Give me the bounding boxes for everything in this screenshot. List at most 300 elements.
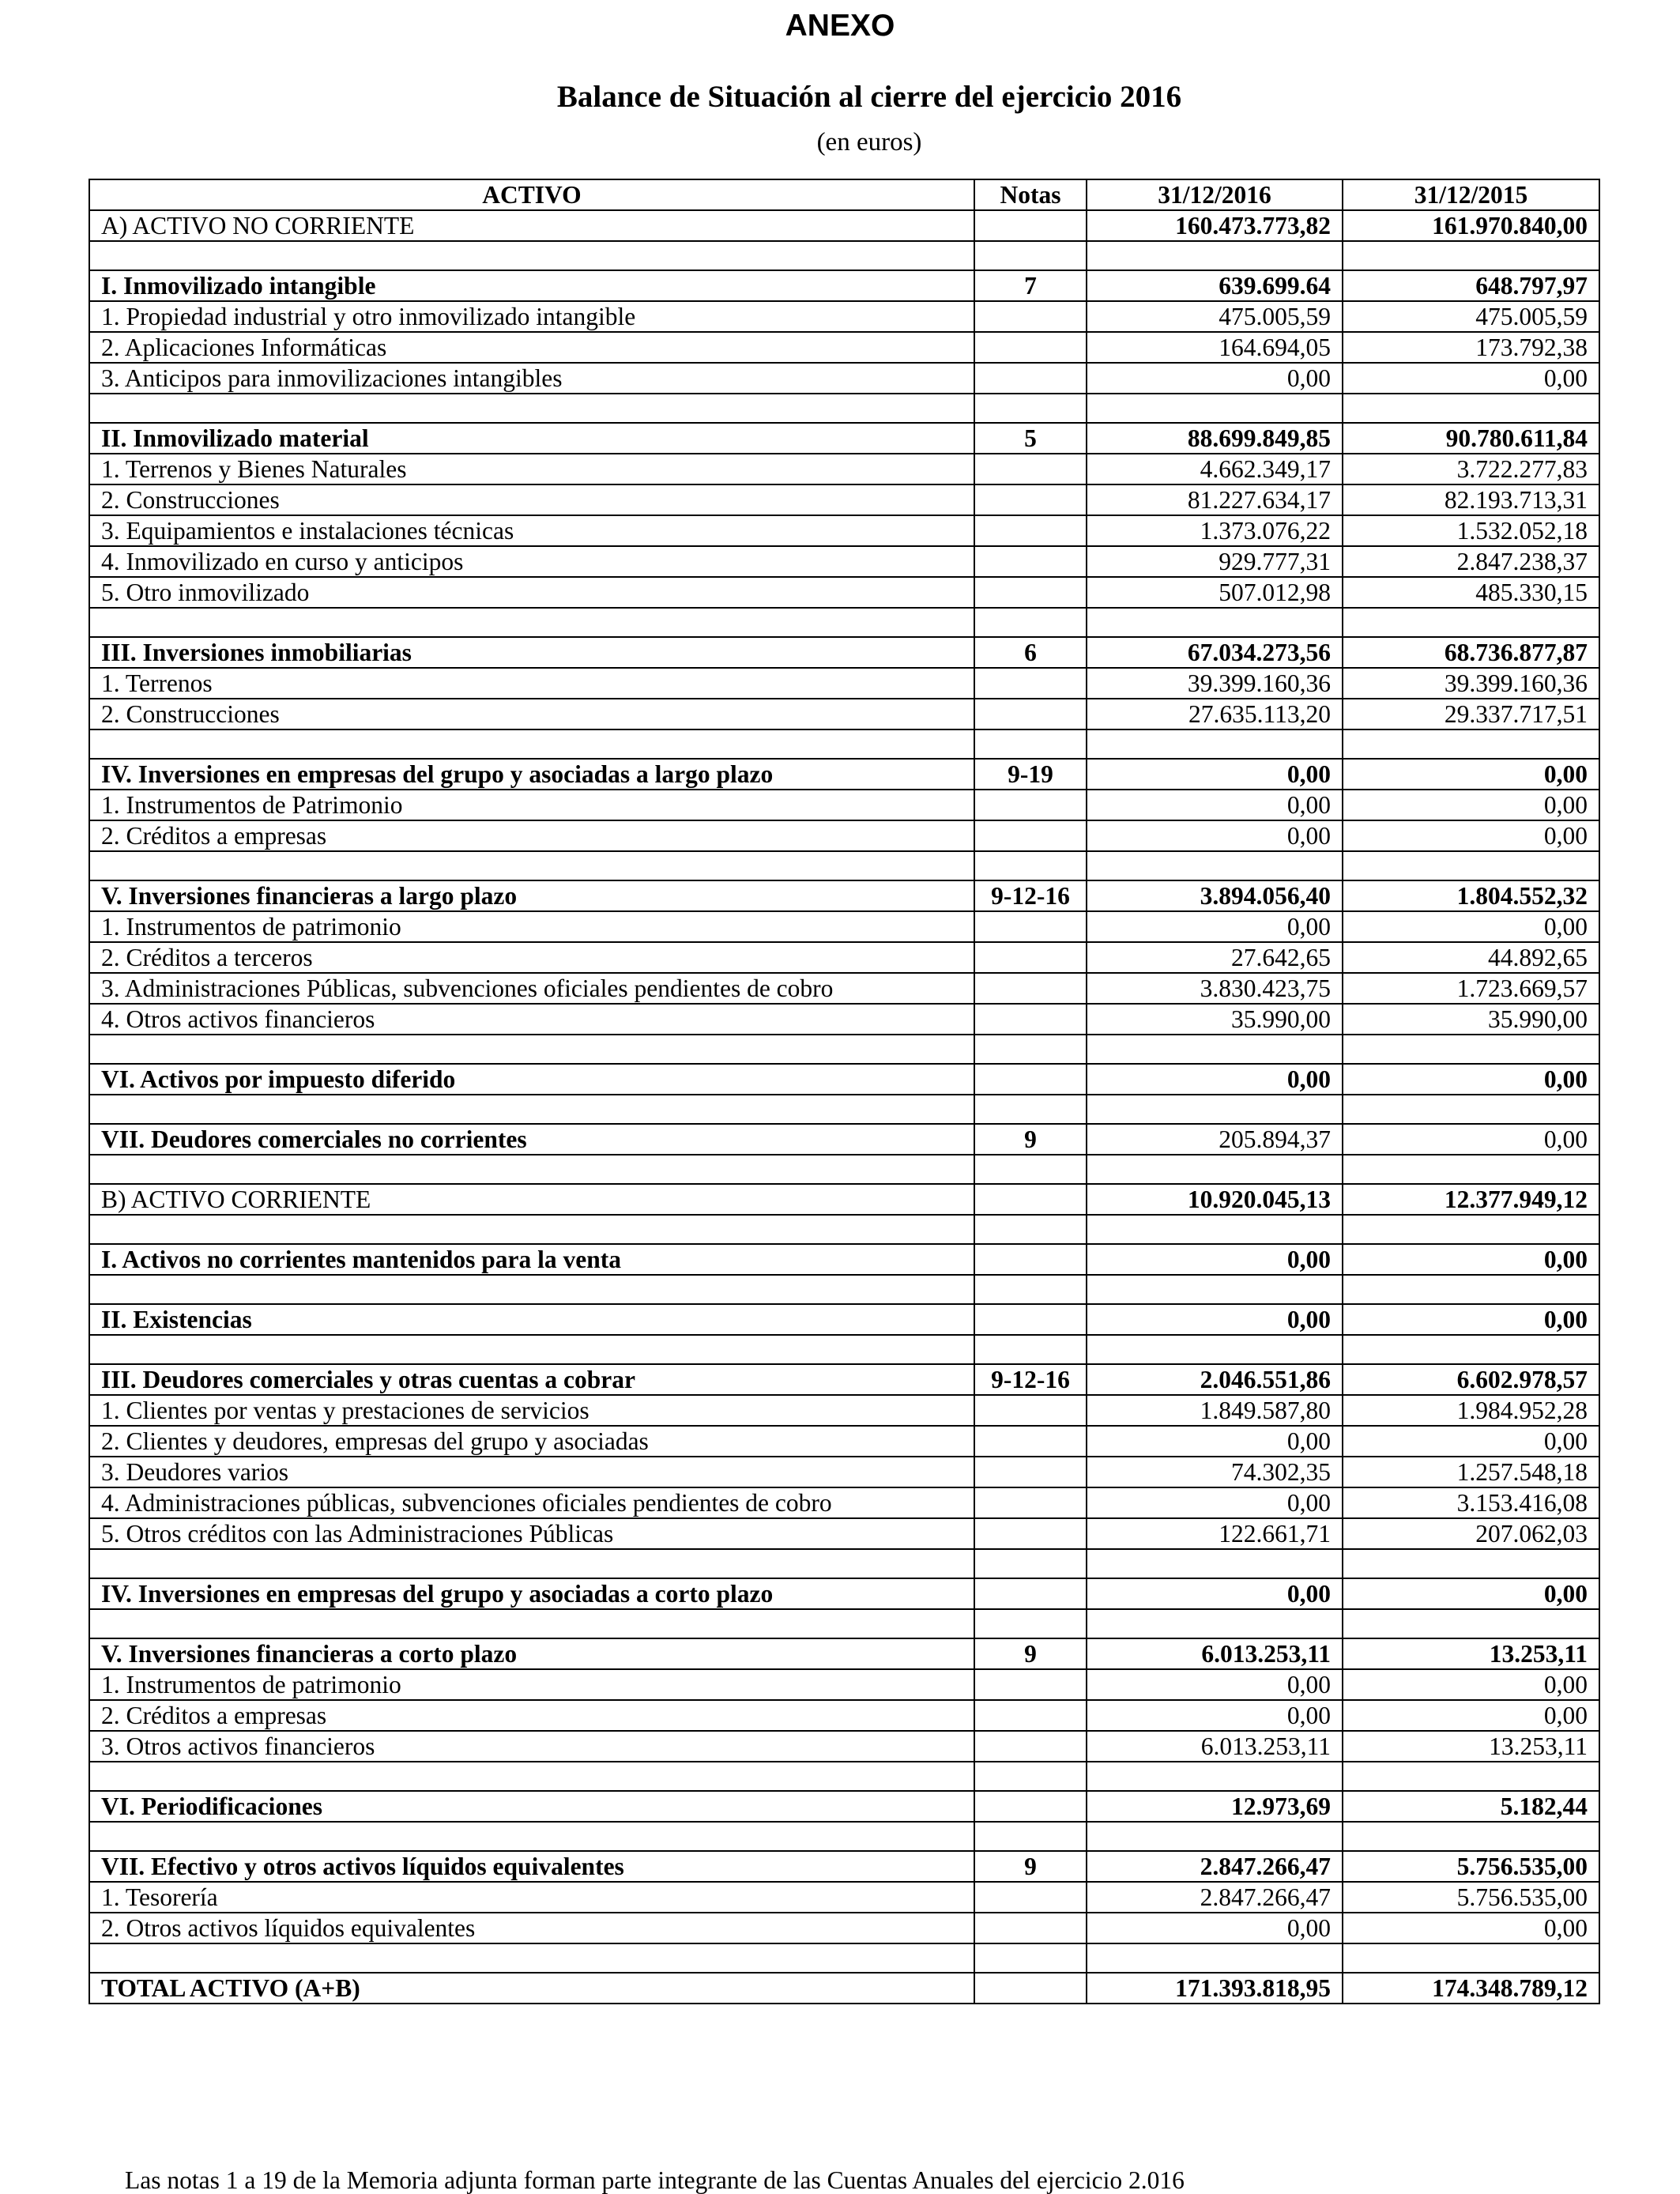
row-value-2015 xyxy=(1343,1275,1599,1304)
spacer-row xyxy=(89,1762,1599,1791)
row-label xyxy=(89,1549,974,1578)
row-notes xyxy=(974,1943,1087,1973)
row-notes xyxy=(974,1609,1087,1638)
row-notes xyxy=(974,1335,1087,1364)
table-row xyxy=(89,699,1599,729)
row-notes xyxy=(974,1004,1087,1035)
row-value-2015: 0,00 xyxy=(1343,911,1599,942)
row-value-2016: 0,00 xyxy=(1087,1487,1343,1518)
row-label: TOTAL ACTIVO (A+B) xyxy=(89,1973,974,2004)
row-notes: 7 xyxy=(974,270,1087,301)
header-activo: ACTIVO xyxy=(89,179,974,210)
table-row xyxy=(89,270,1599,301)
row-value-2016: 3.830.423,75 xyxy=(1087,973,1343,1004)
table-row xyxy=(89,577,1599,608)
row-label: III. Deudores comerciales y otras cuentas a cobrar xyxy=(89,1364,974,1395)
row-value-2015 xyxy=(1343,1215,1599,1244)
row-notes xyxy=(974,484,1087,515)
row-label: 3. Equipamientos e instalaciones técnicas xyxy=(89,515,974,546)
row-notes xyxy=(974,1518,1087,1549)
row-notes: 9 xyxy=(974,1638,1087,1669)
row-notes xyxy=(974,1155,1087,1184)
table-row xyxy=(89,363,1599,394)
table-row xyxy=(89,1791,1599,1822)
row-value-2015: 1.257.548,18 xyxy=(1343,1457,1599,1487)
row-value-2016 xyxy=(1087,241,1343,270)
row-value-2016: 39.399.160,36 xyxy=(1087,668,1343,699)
row-value-2015: 44.892,65 xyxy=(1343,942,1599,973)
spacer-row xyxy=(89,1609,1599,1638)
table-header-row xyxy=(89,179,1599,210)
row-label xyxy=(89,241,974,270)
row-value-2015 xyxy=(1343,729,1599,759)
row-notes xyxy=(974,699,1087,729)
row-value-2016: 12.973,69 xyxy=(1087,1791,1343,1822)
row-value-2015: 0,00 xyxy=(1343,1244,1599,1275)
row-value-2016: 74.302,35 xyxy=(1087,1457,1343,1487)
row-value-2016 xyxy=(1087,608,1343,637)
table-row xyxy=(89,911,1599,942)
row-label xyxy=(89,851,974,880)
row-value-2015: 0,00 xyxy=(1343,1700,1599,1731)
row-label: 1. Instrumentos de patrimonio xyxy=(89,1669,974,1700)
row-value-2016: 2.847.266,47 xyxy=(1087,1851,1343,1882)
row-value-2015: 5.182,44 xyxy=(1343,1791,1599,1822)
row-label xyxy=(89,1035,974,1064)
row-notes xyxy=(974,1426,1087,1457)
row-value-2016: 88.699.849,85 xyxy=(1087,423,1343,454)
row-label: 4. Administraciones públicas, subvenciones oficiales pendientes de cobro xyxy=(89,1487,974,1518)
row-value-2015 xyxy=(1343,1155,1599,1184)
row-value-2016: 0,00 xyxy=(1087,1700,1343,1731)
table-row xyxy=(89,820,1599,851)
row-value-2015: 0,00 xyxy=(1343,1669,1599,1700)
row-value-2016 xyxy=(1087,1549,1343,1578)
row-value-2016: 122.661,71 xyxy=(1087,1518,1343,1549)
row-value-2015 xyxy=(1343,241,1599,270)
row-label: 2. Créditos a empresas xyxy=(89,820,974,851)
table-row xyxy=(89,1578,1599,1609)
row-label: 1. Clientes por ventas y prestaciones de servicios xyxy=(89,1395,974,1426)
table-row xyxy=(89,1851,1599,1882)
row-notes xyxy=(974,1244,1087,1275)
row-value-2015 xyxy=(1343,1609,1599,1638)
row-value-2015: 0,00 xyxy=(1343,1304,1599,1335)
row-notes xyxy=(974,1549,1087,1578)
table-row xyxy=(89,1124,1599,1155)
row-value-2015: 39.399.160,36 xyxy=(1343,668,1599,699)
row-value-2016 xyxy=(1087,851,1343,880)
table-row xyxy=(89,942,1599,973)
row-value-2016: 0,00 xyxy=(1087,363,1343,394)
row-value-2016: 0,00 xyxy=(1087,1669,1343,1700)
row-value-2015: 0,00 xyxy=(1343,1426,1599,1457)
row-notes xyxy=(974,1395,1087,1426)
row-value-2015: 0,00 xyxy=(1343,1124,1599,1155)
row-value-2015: 0,00 xyxy=(1343,759,1599,790)
row-value-2016: 4.662.349,17 xyxy=(1087,454,1343,484)
row-label: 2. Construcciones xyxy=(89,484,974,515)
row-value-2015: 0,00 xyxy=(1343,363,1599,394)
row-label: 1. Instrumentos de patrimonio xyxy=(89,911,974,942)
table-row xyxy=(89,1395,1599,1426)
row-value-2015 xyxy=(1343,1549,1599,1578)
row-notes xyxy=(974,1882,1087,1913)
table-row xyxy=(89,1638,1599,1669)
row-notes xyxy=(974,1275,1087,1304)
row-label xyxy=(89,1609,974,1638)
row-notes: 5 xyxy=(974,423,1087,454)
row-label: 1. Terrenos xyxy=(89,668,974,699)
row-value-2015: 5.756.535,00 xyxy=(1343,1882,1599,1913)
row-value-2015: 0,00 xyxy=(1343,1578,1599,1609)
row-value-2015: 0,00 xyxy=(1343,790,1599,820)
row-label: 2. Construcciones xyxy=(89,699,974,729)
row-value-2015: 207.062,03 xyxy=(1343,1518,1599,1549)
table-row xyxy=(89,423,1599,454)
table-row xyxy=(89,637,1599,668)
row-value-2016: 81.227.634,17 xyxy=(1087,484,1343,515)
spacer-row xyxy=(89,729,1599,759)
row-value-2015: 12.377.949,12 xyxy=(1343,1184,1599,1215)
row-value-2015: 68.736.877,87 xyxy=(1343,637,1599,668)
row-notes xyxy=(974,973,1087,1004)
row-label xyxy=(89,1215,974,1244)
table-row xyxy=(89,515,1599,546)
row-value-2016: 0,00 xyxy=(1087,759,1343,790)
row-notes xyxy=(974,1973,1087,2004)
row-value-2015: 5.756.535,00 xyxy=(1343,1851,1599,1882)
row-notes xyxy=(974,301,1087,332)
row-notes xyxy=(974,911,1087,942)
row-value-2016 xyxy=(1087,1762,1343,1791)
row-notes xyxy=(974,1064,1087,1095)
row-value-2016: 0,00 xyxy=(1087,1426,1343,1457)
row-value-2015: 0,00 xyxy=(1343,820,1599,851)
row-notes xyxy=(974,942,1087,973)
row-label: II. Existencias xyxy=(89,1304,974,1335)
row-notes: 9-12-16 xyxy=(974,1364,1087,1395)
spacer-row xyxy=(89,1275,1599,1304)
spacer-row xyxy=(89,1549,1599,1578)
spacer-row xyxy=(89,851,1599,880)
row-value-2015: 1.723.669,57 xyxy=(1343,973,1599,1004)
row-label xyxy=(89,729,974,759)
spacer-row xyxy=(89,1335,1599,1364)
balance-title: Balance de Situación al cierre del ejercicio 2016 xyxy=(556,80,1182,114)
row-value-2016 xyxy=(1087,1822,1343,1851)
row-notes: 9-19 xyxy=(974,759,1087,790)
row-label xyxy=(89,1762,974,1791)
header-2016: 31/12/2016 xyxy=(1087,179,1343,210)
balance-sheet-table xyxy=(89,179,1600,2004)
row-notes xyxy=(974,1035,1087,1064)
row-value-2015: 161.970.840,00 xyxy=(1343,210,1599,241)
row-label xyxy=(89,608,974,637)
row-label: VI. Activos por impuesto diferido xyxy=(89,1064,974,1095)
row-notes xyxy=(974,608,1087,637)
footnote: Las notas 1 a 19 de la Memoria adjunta forman parte integrante de las Cuentas Anuales del ejercicio 2.016 xyxy=(125,2166,1185,2194)
row-value-2016: 1.373.076,22 xyxy=(1087,515,1343,546)
row-value-2015: 2.847.238,37 xyxy=(1343,546,1599,577)
row-label: 2. Créditos a terceros xyxy=(89,942,974,973)
row-value-2015: 1.804.552,32 xyxy=(1343,880,1599,911)
table-row xyxy=(89,1364,1599,1395)
row-value-2016: 639.699.64 xyxy=(1087,270,1343,301)
row-value-2016 xyxy=(1087,1609,1343,1638)
row-value-2016: 0,00 xyxy=(1087,1304,1343,1335)
row-label: 1. Tesorería xyxy=(89,1882,974,1913)
row-label xyxy=(89,1822,974,1851)
row-label: 1. Propiedad industrial y otro inmovilizado intangible xyxy=(89,301,974,332)
row-notes xyxy=(974,1304,1087,1335)
page-heading: ANEXO xyxy=(785,9,895,43)
row-notes xyxy=(974,1791,1087,1822)
row-label: III. Inversiones inmobiliarias xyxy=(89,637,974,668)
row-value-2016: 2.847.266,47 xyxy=(1087,1882,1343,1913)
table-row xyxy=(89,1004,1599,1035)
row-value-2016 xyxy=(1087,1943,1343,1973)
spacer-row xyxy=(89,1155,1599,1184)
table-row xyxy=(89,1244,1599,1275)
table-row xyxy=(89,1669,1599,1700)
row-notes xyxy=(974,241,1087,270)
row-value-2016: 0,00 xyxy=(1087,790,1343,820)
row-value-2016: 3.894.056,40 xyxy=(1087,880,1343,911)
row-notes xyxy=(974,454,1087,484)
table-row xyxy=(89,1882,1599,1913)
row-label: 5. Otros créditos con las Administraciones Públicas xyxy=(89,1518,974,1549)
spacer-row xyxy=(89,1215,1599,1244)
row-label: IV. Inversiones en empresas del grupo y asociadas a corto plazo xyxy=(89,1578,974,1609)
row-label xyxy=(89,1275,974,1304)
row-value-2016: 2.046.551,86 xyxy=(1087,1364,1343,1395)
row-value-2015: 174.348.789,12 xyxy=(1343,1973,1599,2004)
row-value-2015 xyxy=(1343,1035,1599,1064)
row-label: B) ACTIVO CORRIENTE xyxy=(89,1184,974,1215)
row-notes xyxy=(974,363,1087,394)
row-notes xyxy=(974,546,1087,577)
row-label: 5. Otro inmovilizado xyxy=(89,577,974,608)
row-value-2015: 475.005,59 xyxy=(1343,301,1599,332)
spacer-row xyxy=(89,608,1599,637)
row-value-2015: 1.984.952,28 xyxy=(1343,1395,1599,1426)
row-value-2016 xyxy=(1087,1035,1343,1064)
row-notes xyxy=(974,394,1087,423)
header-2015: 31/12/2015 xyxy=(1343,179,1599,210)
spacer-row xyxy=(89,1822,1599,1851)
row-notes xyxy=(974,1913,1087,1943)
table-row xyxy=(89,301,1599,332)
row-notes: 9 xyxy=(974,1124,1087,1155)
row-value-2015: 0,00 xyxy=(1343,1913,1599,1943)
row-value-2016 xyxy=(1087,1155,1343,1184)
row-notes xyxy=(974,1669,1087,1700)
row-label xyxy=(89,1335,974,1364)
row-label: 1. Terrenos y Bienes Naturales xyxy=(89,454,974,484)
row-value-2015: 13.253,11 xyxy=(1343,1731,1599,1762)
row-value-2015: 29.337.717,51 xyxy=(1343,699,1599,729)
row-label: 2. Clientes y deudores, empresas del grupo y asociadas xyxy=(89,1426,974,1457)
row-notes: 6 xyxy=(974,637,1087,668)
row-value-2015: 90.780.611,84 xyxy=(1343,423,1599,454)
row-value-2015: 485.330,15 xyxy=(1343,577,1599,608)
row-value-2016: 10.920.045,13 xyxy=(1087,1184,1343,1215)
table-row xyxy=(89,1457,1599,1487)
row-label: 1. Instrumentos de Patrimonio xyxy=(89,790,974,820)
row-label: A) ACTIVO NO CORRIENTE xyxy=(89,210,974,241)
spacer-row xyxy=(89,1035,1599,1064)
row-value-2016 xyxy=(1087,1095,1343,1124)
row-value-2016 xyxy=(1087,1275,1343,1304)
row-value-2016: 475.005,59 xyxy=(1087,301,1343,332)
table-row xyxy=(89,1184,1599,1215)
spacer-row xyxy=(89,394,1599,423)
row-notes xyxy=(974,1487,1087,1518)
row-label xyxy=(89,394,974,423)
row-value-2016: 1.849.587,80 xyxy=(1087,1395,1343,1426)
row-notes xyxy=(974,1762,1087,1791)
row-label: V. Inversiones financieras a largo plazo xyxy=(89,880,974,911)
row-value-2016: 27.642,65 xyxy=(1087,942,1343,973)
row-value-2015 xyxy=(1343,1822,1599,1851)
row-value-2016: 0,00 xyxy=(1087,911,1343,942)
row-label: 2. Aplicaciones Informáticas xyxy=(89,332,974,363)
row-label xyxy=(89,1943,974,1973)
row-value-2016: 67.034.273,56 xyxy=(1087,637,1343,668)
row-label: V. Inversiones financieras a corto plazo xyxy=(89,1638,974,1669)
row-label: 2. Otros activos líquidos equivalentes xyxy=(89,1913,974,1943)
row-notes xyxy=(974,210,1087,241)
row-notes: 9 xyxy=(974,1851,1087,1882)
row-value-2016 xyxy=(1087,394,1343,423)
row-value-2015: 13.253,11 xyxy=(1343,1638,1599,1669)
table-row xyxy=(89,790,1599,820)
table-row xyxy=(89,1304,1599,1335)
row-notes xyxy=(974,1700,1087,1731)
row-value-2016: 0,00 xyxy=(1087,1578,1343,1609)
row-notes xyxy=(974,1578,1087,1609)
row-value-2016: 164.694,05 xyxy=(1087,332,1343,363)
table-row xyxy=(89,454,1599,484)
row-value-2016: 0,00 xyxy=(1087,1064,1343,1095)
row-notes xyxy=(974,790,1087,820)
row-label: 3. Anticipos para inmovilizaciones intangibles xyxy=(89,363,974,394)
row-label: VII. Deudores comerciales no corrientes xyxy=(89,1124,974,1155)
row-notes: 9-12-16 xyxy=(974,880,1087,911)
row-label: 2. Créditos a empresas xyxy=(89,1700,974,1731)
row-notes xyxy=(974,1731,1087,1762)
row-value-2016: 160.473.773,82 xyxy=(1087,210,1343,241)
row-label: IV. Inversiones en empresas del grupo y asociadas a largo plazo xyxy=(89,759,974,790)
table-row xyxy=(89,484,1599,515)
row-value-2015: 3.722.277,83 xyxy=(1343,454,1599,484)
table-row xyxy=(89,1064,1599,1095)
row-notes xyxy=(974,332,1087,363)
row-label: I. Activos no corrientes mantenidos para la venta xyxy=(89,1244,974,1275)
row-value-2016: 6.013.253,11 xyxy=(1087,1638,1343,1669)
row-label: 3. Otros activos financieros xyxy=(89,1731,974,1762)
row-notes xyxy=(974,1184,1087,1215)
row-value-2015: 173.792,38 xyxy=(1343,332,1599,363)
row-value-2016 xyxy=(1087,1335,1343,1364)
currency-subtitle: (en euros) xyxy=(816,128,922,156)
row-value-2016: 35.990,00 xyxy=(1087,1004,1343,1035)
row-label: I. Inmovilizado intangible xyxy=(89,270,974,301)
row-value-2015: 6.602.978,57 xyxy=(1343,1364,1599,1395)
row-value-2016: 0,00 xyxy=(1087,820,1343,851)
table-row xyxy=(89,1700,1599,1731)
row-label xyxy=(89,1095,974,1124)
row-value-2015: 82.193.713,31 xyxy=(1343,484,1599,515)
table-row xyxy=(89,759,1599,790)
row-label: 3. Administraciones Públicas, subvenciones oficiales pendientes de cobro xyxy=(89,973,974,1004)
row-value-2015 xyxy=(1343,608,1599,637)
spacer-row xyxy=(89,1095,1599,1124)
row-value-2016: 0,00 xyxy=(1087,1244,1343,1275)
spacer-row xyxy=(89,1943,1599,1973)
row-label: VI. Periodificaciones xyxy=(89,1791,974,1822)
row-value-2015: 3.153.416,08 xyxy=(1343,1487,1599,1518)
table-row xyxy=(89,546,1599,577)
row-value-2015 xyxy=(1343,1762,1599,1791)
row-notes xyxy=(974,577,1087,608)
row-value-2016: 27.635.113,20 xyxy=(1087,699,1343,729)
row-label: VII. Efectivo y otros activos líquidos equivalentes xyxy=(89,1851,974,1882)
table-row xyxy=(89,973,1599,1004)
table-row xyxy=(89,1426,1599,1457)
row-notes xyxy=(974,1457,1087,1487)
row-value-2015 xyxy=(1343,1943,1599,1973)
row-value-2015 xyxy=(1343,851,1599,880)
row-value-2016: 507.012,98 xyxy=(1087,577,1343,608)
row-value-2016: 929.777,31 xyxy=(1087,546,1343,577)
row-label xyxy=(89,1155,974,1184)
row-value-2016: 0,00 xyxy=(1087,1913,1343,1943)
row-value-2015: 35.990,00 xyxy=(1343,1004,1599,1035)
row-notes xyxy=(974,1095,1087,1124)
table-row xyxy=(89,880,1599,911)
table-row xyxy=(89,1731,1599,1762)
table-row xyxy=(89,1518,1599,1549)
row-value-2016 xyxy=(1087,729,1343,759)
header-notas: Notas xyxy=(974,179,1087,210)
table-row xyxy=(89,1913,1599,1943)
row-label: II. Inmovilizado material xyxy=(89,423,974,454)
spacer-row xyxy=(89,241,1599,270)
row-notes xyxy=(974,820,1087,851)
row-value-2015 xyxy=(1343,1335,1599,1364)
row-value-2015: 0,00 xyxy=(1343,1064,1599,1095)
row-notes xyxy=(974,1822,1087,1851)
row-value-2015 xyxy=(1343,1095,1599,1124)
row-notes xyxy=(974,515,1087,546)
row-value-2016: 6.013.253,11 xyxy=(1087,1731,1343,1762)
row-notes xyxy=(974,851,1087,880)
row-value-2015: 648.797,97 xyxy=(1343,270,1599,301)
row-label: 4. Otros activos financieros xyxy=(89,1004,974,1035)
row-value-2015 xyxy=(1343,394,1599,423)
row-value-2016: 171.393.818,95 xyxy=(1087,1973,1343,2004)
row-label: 3. Deudores varios xyxy=(89,1457,974,1487)
table-row xyxy=(89,1973,1599,2004)
table-row xyxy=(89,1487,1599,1518)
table-row xyxy=(89,210,1599,241)
table-row xyxy=(89,332,1599,363)
row-label: 4. Inmovilizado en curso y anticipos xyxy=(89,546,974,577)
table-row xyxy=(89,668,1599,699)
row-notes xyxy=(974,668,1087,699)
